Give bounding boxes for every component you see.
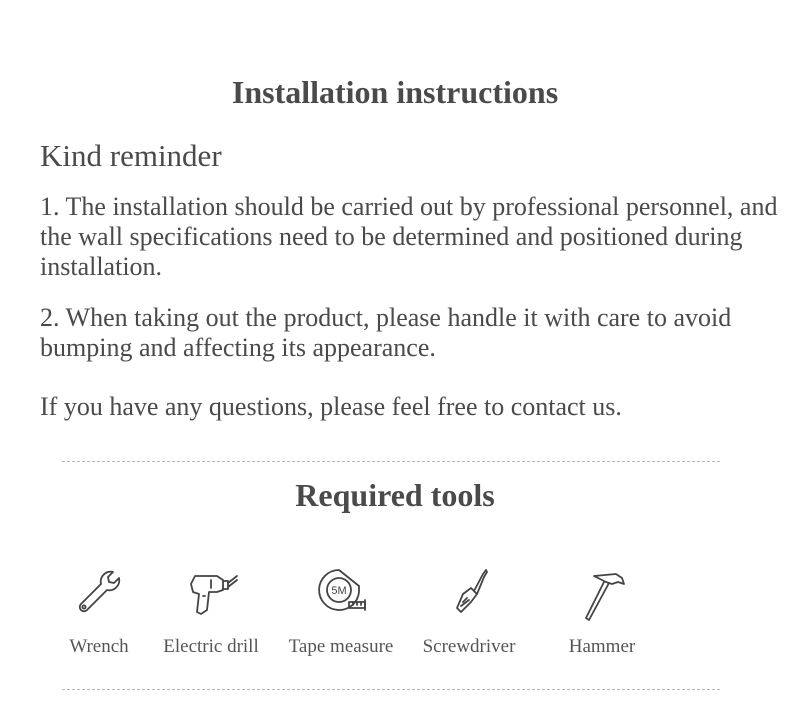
tool-screwdriver — [404, 562, 534, 658]
tool-label-electric-drill: Electric drill — [163, 636, 259, 657]
bottom-divider — [62, 689, 720, 690]
tool-label-wrench: Wrench — [69, 636, 129, 657]
screwdriver-icon — [439, 562, 499, 622]
tool-label-tape-measure: Tape measure — [288, 636, 394, 657]
tools-heading: Required tools — [295, 477, 495, 513]
tool-tape-measure — [276, 562, 406, 658]
contact-note: If you have any questions, please feel free to contact us. — [40, 392, 622, 421]
hammer-icon — [572, 562, 632, 622]
reminder-item-1: 1. The installation should be carried out by professional personnel, and the wall specifications need to be determined and positioned during installation. — [40, 192, 778, 281]
tape-measure-icon-text: 5M — [331, 585, 347, 597]
tool-hammer — [537, 562, 667, 658]
tool-wrench — [34, 562, 164, 658]
tool-label-hammer: Hammer — [568, 636, 636, 657]
tool-electric-drill — [146, 562, 276, 658]
reminder-heading: Kind reminder — [40, 138, 222, 173]
wrench-icon — [69, 562, 129, 622]
top-divider — [62, 461, 720, 462]
tool-label-screwdriver: Screwdriver — [422, 636, 516, 657]
reminder-item-2: 2. When taking out the product, please handle it with care to avoid bumping and affecting its appearance. — [40, 303, 732, 362]
tape-measure-icon — [311, 562, 371, 622]
electric-drill-icon — [181, 562, 241, 622]
page-title: Installation instructions — [231, 74, 559, 110]
